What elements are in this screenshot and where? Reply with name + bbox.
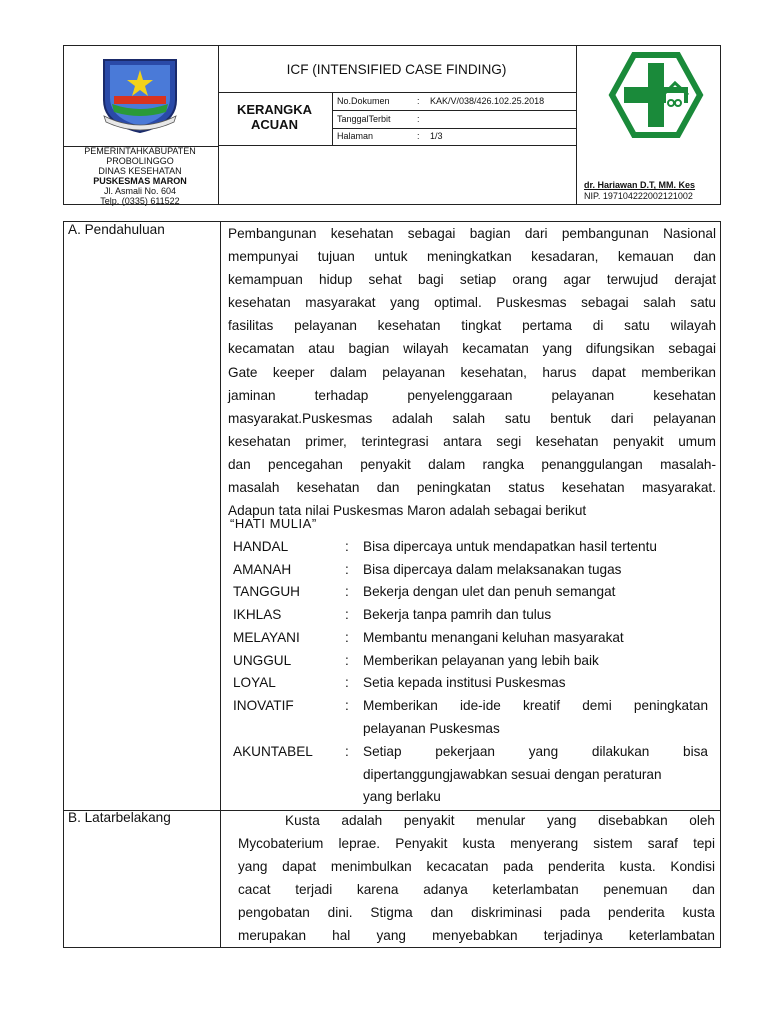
meta-value-page: 1/3 (430, 131, 443, 141)
paragraph-line: masalah kesehatan dan peningkatan status kesehatan masyarakat. (228, 480, 716, 496)
value-desc-line: Setiap pekerjaan yang dilakukan bisa (363, 744, 708, 759)
paragraph-line: masyarakat.Puskesmas adalah salah satu bentuk dari pelayanan (228, 410, 716, 426)
paragraph-line: kesehatan primer, terintegrasi antara segi kesehatan penyakit umum (228, 433, 716, 449)
paragraph-line: yang dapat menimbulkan kecacatan pada penderita kusta. Kondisi (238, 859, 715, 875)
document-type (218, 102, 331, 132)
meta-colon-doc-number: : (417, 96, 420, 106)
value-key: AKUNTABEL (233, 744, 313, 759)
paragraph-line: kesehatan masyarakat yang optimal. Puskesmas sebagai salah satu (228, 295, 716, 311)
value-colon: : (345, 562, 349, 577)
paragraph-line: Kusta adalah penyakit menular yang disebabkan oleh (285, 813, 715, 828)
value-desc: Bekerja tanpa pamrih dan tulus (363, 607, 552, 622)
motto: “HATI MULIA” (230, 516, 317, 531)
value-key: UNGGUL (233, 653, 292, 668)
value-colon: : (345, 584, 349, 599)
paragraph-line: kecamatan atau bagian wilayah kecamatan yang difungsikan sebagai (228, 341, 716, 357)
value-key: HANDAL (233, 539, 289, 554)
value-key: LOYAL (233, 675, 276, 690)
document-type-line-1: KERANGKA (236, 102, 313, 117)
value-desc: Bisa dipercaya dalam melaksanakan tugas (363, 562, 622, 577)
meta-label-page: Halaman (337, 131, 374, 141)
organization-block (63, 146, 217, 206)
value-colon: : (345, 653, 349, 668)
org-line-1: PEMERINTAHKABUPATEN (84, 146, 196, 156)
value-colon: : (345, 630, 349, 645)
value-colon: : (345, 675, 349, 690)
paragraph-line: merupakan hal yang menyebabkan terjadinya keterlambatan (238, 928, 715, 944)
value-key: INOVATIF (233, 698, 294, 713)
value-key: TANGGUH (233, 584, 300, 599)
meta-colon-issue-date: : (417, 114, 420, 124)
value-desc-line: dipertanggungjawabkan sesuai dengan peraturan (363, 766, 662, 782)
value-desc: Setia kepada institusi Puskesmas (363, 675, 566, 690)
value-desc-line: yang berlaku (363, 789, 441, 805)
value-desc (363, 695, 708, 740)
value-desc (363, 741, 708, 809)
section-a-paragraph (228, 222, 716, 522)
value-desc-line: pelayanan Puskesmas (363, 720, 500, 736)
meta-colon-page: : (417, 131, 420, 141)
paragraph-line: pengobatan dini. Stigma dan diskriminasi pada penderita kusta (238, 905, 715, 921)
paragraph-line: Mycobaterium leprae. Penyakit kusta menyerang sistem saraf tepi (238, 836, 715, 852)
paragraph-line: kemampuan hidup sehat bagi setiap orang agar terwujud derajat (228, 272, 716, 288)
document-title: ICF (INTENSIFIED CASE FINDING) (286, 62, 507, 77)
puskesmas-logo (608, 51, 704, 139)
paragraph-line: Gate keeper dalam pelayanan kesehatan, harus dapat memberikan (228, 364, 716, 380)
org-line-4: PUSKESMAS MARON (93, 176, 187, 186)
value-colon: : (345, 744, 349, 759)
value-colon: : (345, 539, 349, 554)
org-line-2: PROBOLINGGO (106, 156, 174, 166)
meta-value-doc-number: KAK/V/038/426.102.25.2018 (430, 96, 545, 106)
org-line-6: Telp. (0335) 611522 (100, 196, 180, 206)
value-desc: Memberikan pelayanan yang lebih baik (363, 653, 599, 668)
value-desc: Bekerja dengan ulet dan penuh semangat (363, 584, 616, 599)
paragraph-line: jaminan terhadap penyelenggaraan pelayanan kesehatan (228, 387, 716, 403)
value-key: AMANAH (233, 562, 292, 577)
section-a-title: A. Pendahuluan (68, 222, 165, 237)
value-key: MELAYANI (233, 630, 300, 645)
org-line-3: DINAS KESEHATAN (98, 166, 182, 176)
section-b-paragraph (238, 809, 715, 948)
signer-name: dr. Hariawan D.T, MM. Kes (584, 180, 696, 190)
value-desc: Membantu menangani keluhan masyarakat (363, 630, 624, 645)
paragraph-line: fasilitas pelayanan kesehatan tingkat pertama di satu wilayah (228, 318, 716, 334)
value-colon: : (345, 698, 349, 713)
value-colon: : (345, 607, 349, 622)
document-type-line-2: ACUAN (251, 117, 298, 132)
value-desc: Bisa dipercaya untuk mendapatkan hasil tertentu (363, 539, 657, 554)
value-desc-line: Memberikan ide-ide kreatif demi peningkatan (363, 698, 708, 713)
paragraph-line: dan pencegahan penyakit dalam rangka penanggulangan masalah- (228, 456, 716, 472)
section-b-title: B. Latarbelakang (68, 810, 171, 825)
value-key: IKHLAS (233, 607, 282, 622)
paragraph-line: Pembangunan kesehatan sebagai bagian dari pembangunan Nasional (228, 226, 716, 241)
regency-emblem (98, 56, 182, 134)
meta-label-doc-number: No.Dokumen (337, 96, 390, 106)
meta-label-issue-date: TanggalTerbit (337, 114, 391, 124)
paragraph-line: Adapun tata nilai Puskesmas Maron adalah sebagai berikut (228, 503, 587, 519)
paragraph-line: mempunyai tujuan untuk meningkatkan kesadaran, kemauan dan (228, 249, 716, 265)
signer-nip: NIP. 197104222002121002 (584, 191, 693, 201)
paragraph-line: cacat terjadi karena adanya keterlambatan penemuan dan (238, 882, 715, 898)
org-line-5: Jl. Asmali No. 604 (103, 186, 177, 196)
